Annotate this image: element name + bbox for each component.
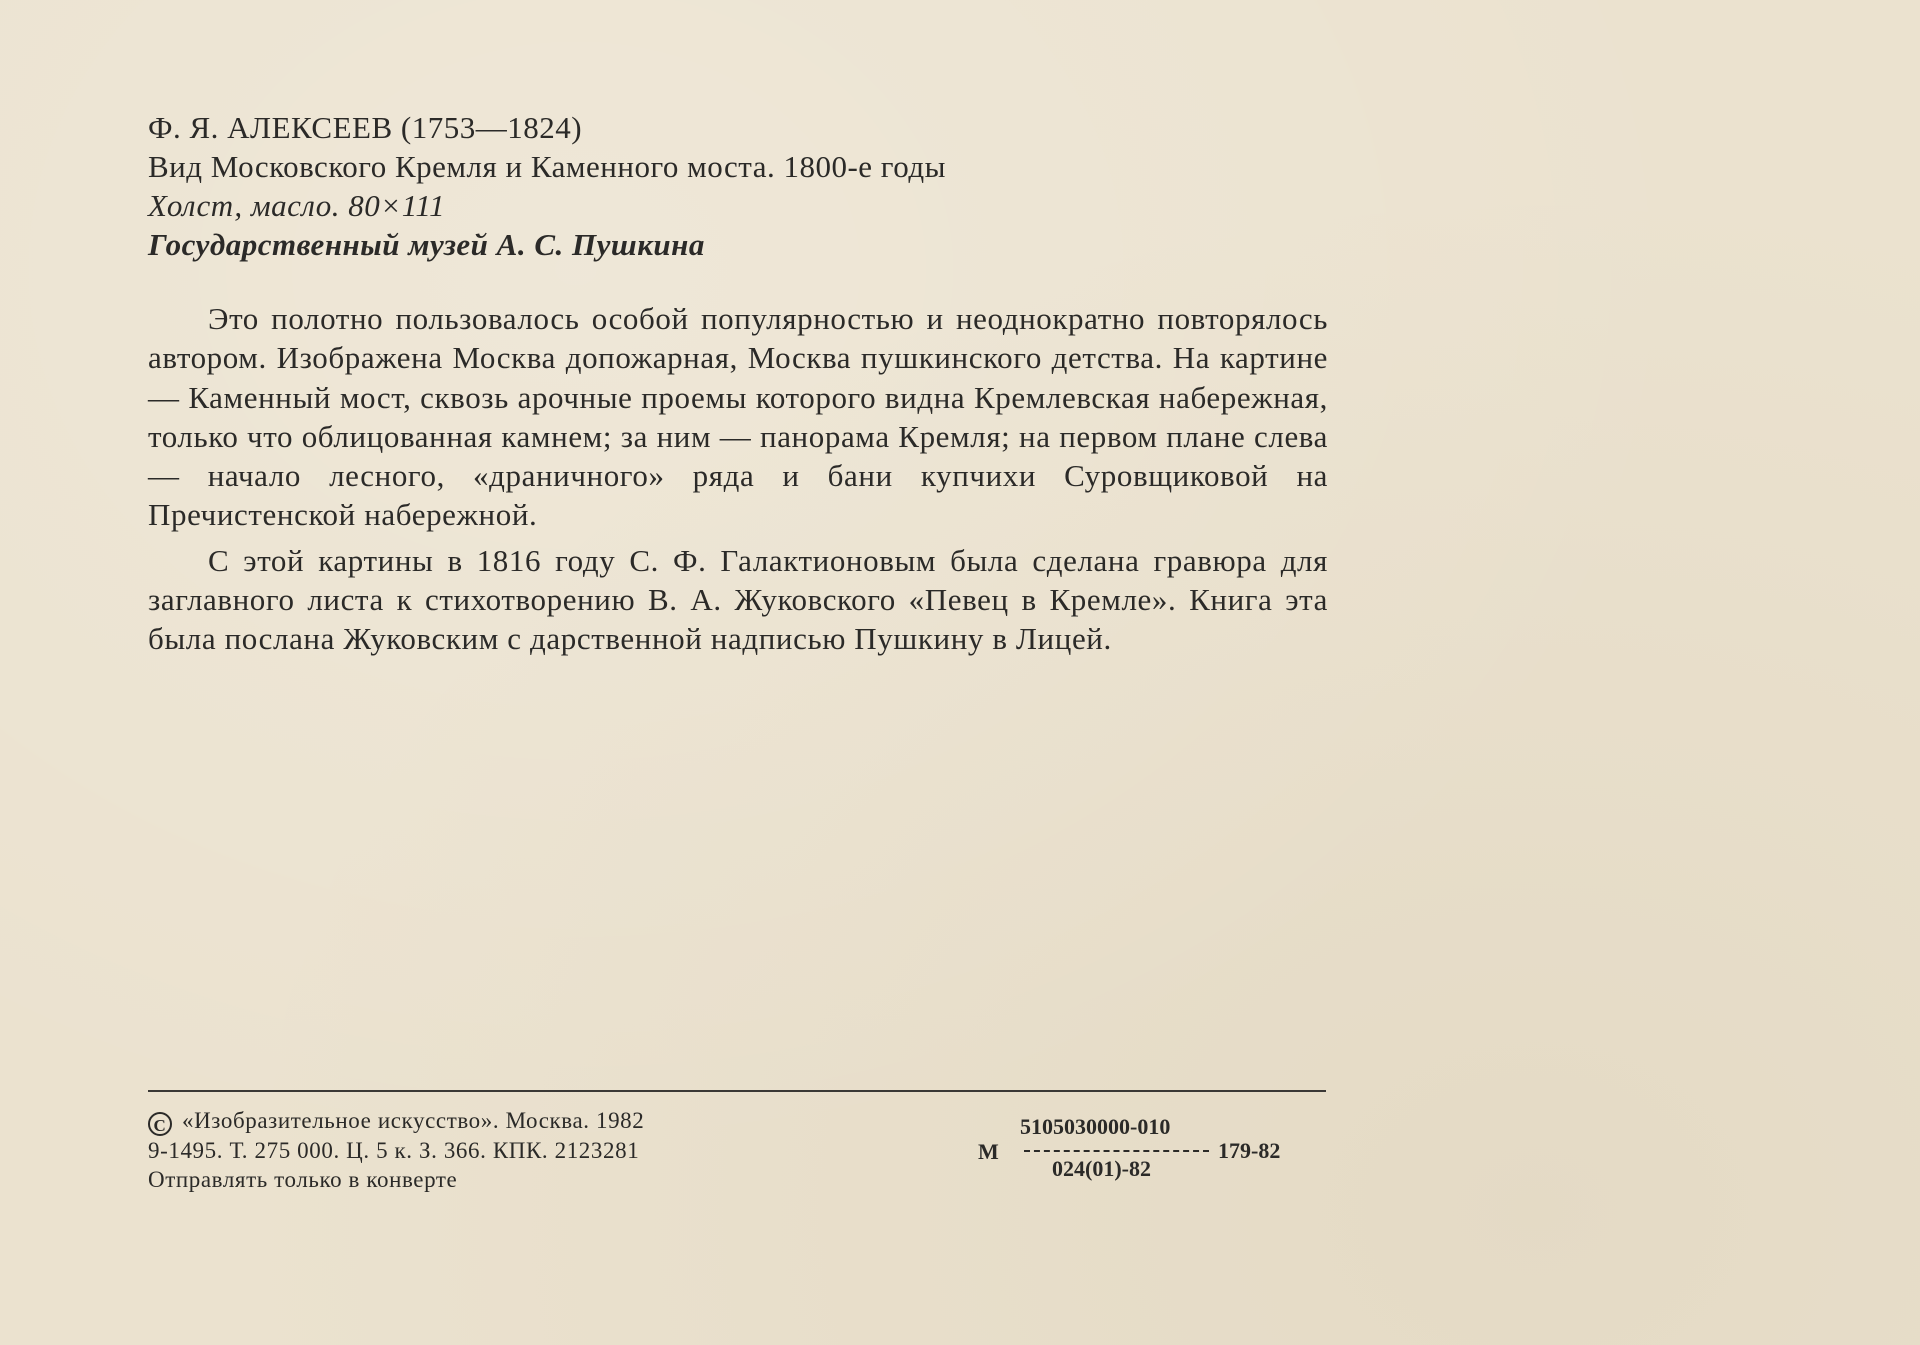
imprint-block (148, 1106, 644, 1194)
catalog-index (978, 1112, 1348, 1192)
publisher-text: «Изобразительное искусство». Москва. 1982 (182, 1108, 645, 1133)
artwork-caption (148, 108, 1348, 264)
museum-name: Государственный музей А. С. Пушкина (148, 227, 705, 262)
description (148, 299, 1328, 665)
mailing-note: Отправлять только в конверте (148, 1167, 458, 1192)
index-fraction-line (1024, 1150, 1209, 1152)
divider-line (148, 1090, 1326, 1092)
artwork-medium: Холст, масло. 80×111 (148, 188, 446, 223)
index-numerator: 5105030000-010 (1020, 1114, 1171, 1139)
description-paragraph-2: С этой картины в 1816 году С. Ф. Галактионовым была сделана гравюра для заглавного листа к стихотворению В. А. Жуковского «Певец в Кремле». Книга эта была послана Жуковским с дарственной надписью Пушкину в Лицей. (148, 542, 1328, 657)
description-paragraph-1: Это полотно пользовалось особой популярностью и неоднократно повторялось автором. Изображена Москва допожарная, Москва пушкинского детства. На картине — Каменный мост, сквозь арочные проемы которого видна Кремлевская набережная, только что облицованная камнем; за ним — панорама Кремля; на первом плане слева — начало лесного, «драничного» ряда и бани купчихи Суровщиковой на Пречистенской набережной. (148, 301, 1328, 533)
publisher-line (148, 1106, 644, 1136)
artwork-title: Вид Московского Кремля и Каменного моста. 1800-е годы (148, 149, 946, 184)
print-info: 9-1495. Т. 275 000. Ц. 5 к. З. 366. КПК. 2123281 (148, 1138, 640, 1163)
copyright-icon: C (148, 1112, 172, 1136)
index-suffix: 179-82 (1218, 1138, 1281, 1163)
index-letter: М (978, 1139, 999, 1164)
artist-name: Ф. Я. АЛЕКСЕЕВ (1753—1824) (148, 110, 583, 145)
index-denominator: 024(01)-82 (1052, 1156, 1151, 1181)
